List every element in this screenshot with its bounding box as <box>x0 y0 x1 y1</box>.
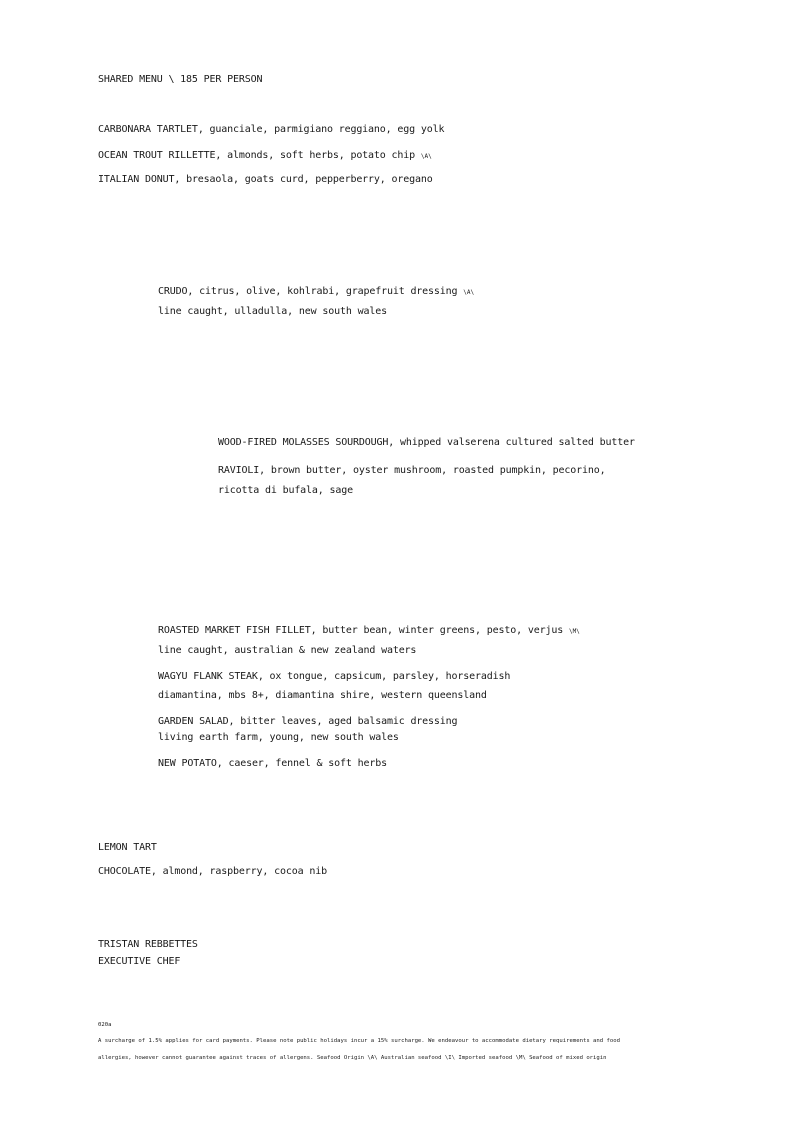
dish-description: , butter bean, winter greens, pesto, verjus <box>310 625 564 636</box>
menu-code: 020a <box>98 1022 112 1028</box>
menu-item-sourdough <box>218 437 635 449</box>
menu-item-crudo <box>158 286 474 299</box>
dish-name: CRUDO <box>158 286 188 297</box>
menu-item-ravioli <box>218 465 605 477</box>
dish-name: CARBONARA TARTLET <box>98 124 198 135</box>
menu-item-italian-donut <box>98 174 433 186</box>
dish-name: WAGYU FLANK STEAK <box>158 671 258 682</box>
dish-name: ITALIAN DONUT <box>98 174 175 185</box>
footer-note-line-1: A surcharge of 1.5% applies for card payments. Please note public holidays incur a 15% surcharge. We endeavour to accommodate dietary requirements and food <box>98 1038 620 1044</box>
dish-description: , ox tongue, capsicum, parsley, horseradish <box>257 671 511 682</box>
menu-item-lemon-tart <box>98 842 157 854</box>
dish-description: , bresaola, goats curd, pepperberry, oregano <box>174 174 433 185</box>
dish-description: , caeser, fennel & soft herbs <box>216 758 387 769</box>
dish-name: WOOD-FIRED MOLASSES SOURDOUGH <box>218 437 389 448</box>
dish-description: , bitter leaves, aged balsamic dressing <box>228 716 458 727</box>
menu-item-garden-salad <box>158 716 457 728</box>
menu-item-market-fish <box>158 625 580 638</box>
dish-provenance: living earth farm, young, new south wales <box>158 732 399 743</box>
dish-provenance: line caught, ulladulla, new south wales <box>158 306 387 317</box>
dish-description: , whipped valserena cultured salted butter <box>388 437 635 448</box>
dish-description: , almond, raspberry, cocoa nib <box>150 866 327 877</box>
chef-name: TRISTAN REBBETTES <box>98 939 198 950</box>
dish-name: OCEAN TROUT RILLETTE <box>98 150 216 161</box>
menu-item-carbonara-tartlet <box>98 124 444 136</box>
dish-description: , guanciale, parmigiano reggiano, egg yolk <box>197 124 445 135</box>
dish-name: CHOCOLATE <box>98 866 151 877</box>
dish-provenance: line caught, australian & new zealand waters <box>158 645 417 656</box>
dish-name: NEW POTATO <box>158 758 217 769</box>
seafood-origin-tag: \M\ <box>568 628 580 635</box>
dish-description: , citrus, olive, kohlrabi, grapefruit dressing <box>187 286 458 297</box>
menu-title: SHARED MENU \ 185 PER PERSON <box>98 74 263 85</box>
dish-description: , almonds, soft herbs, potato chip <box>215 150 416 161</box>
menu-item-ocean-trout-rillette <box>98 150 432 163</box>
seafood-origin-tag: \A\ <box>420 153 432 160</box>
footer-note-line-2: allergies, however cannot guarantee against traces of allergens. Seafood Origin \A\ Australian seafood \I\ Imported seafood \M\ Seafood of mixed origin <box>98 1055 607 1061</box>
menu-item-wagyu-flank-steak <box>158 671 510 683</box>
dish-description-continued: ricotta di bufala, sage <box>218 485 354 496</box>
menu-item-new-potato <box>158 758 387 770</box>
seafood-origin-tag: \A\ <box>463 289 475 296</box>
dish-provenance: diamantina, mbs 8+, diamantina shire, western queensland <box>158 690 487 701</box>
dish-description: , brown butter, oyster mushroom, roasted pumpkin, pecorino, <box>259 465 606 476</box>
dish-name: LEMON TART <box>98 842 157 853</box>
menu-item-chocolate <box>98 866 327 878</box>
dish-name: RAVIOLI <box>218 465 260 476</box>
dish-name: GARDEN SALAD <box>158 716 229 727</box>
chef-title: EXECUTIVE CHEF <box>98 956 181 967</box>
dish-name: ROASTED MARKET FISH FILLET <box>158 625 311 636</box>
